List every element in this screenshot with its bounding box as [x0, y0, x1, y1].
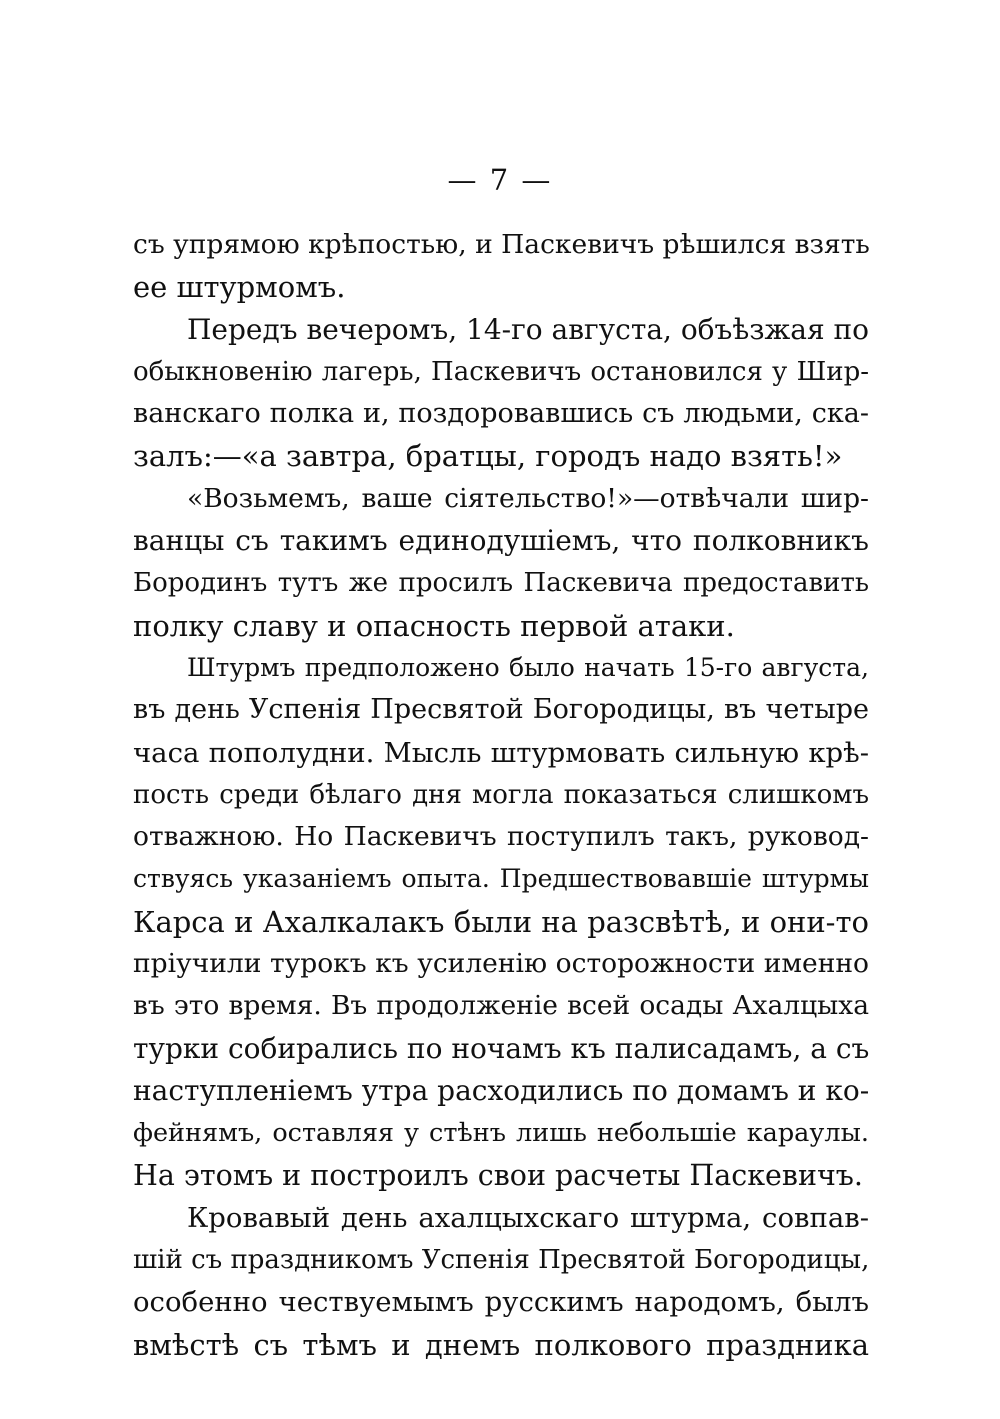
text-line: въ день Успенія Пресвятой Богородицы, въ четыре [133, 694, 869, 726]
text-line: обыкновенію лагерь, Паскевичъ остановился у Шир- [133, 356, 869, 387]
text-line: особенно чествуемымъ русскимъ народомъ, былъ [133, 1286, 869, 1319]
text-line: вмѣстѣ съ тѣмъ и днемъ полкового праздника [133, 1327, 869, 1362]
text-line: часа пополудни. Мысль штурмовать сильную крѣ- [133, 736, 869, 769]
text-line: Кровавый день ахалцыхскаго штурма, совпав- [187, 1201, 869, 1234]
text-line: ствуясь указаніемъ опыта. Предшествовавшіе штурмы [133, 864, 869, 894]
text-line: Карса и Ахалкалакъ были на разсвѣтѣ, и они-то [133, 904, 869, 939]
text-line: фейнямъ, оставляя у стѣнъ лишь небольшіе караулы. [133, 1118, 869, 1149]
text-line: съ упрямою крѣпостью, и Паскевичъ рѣшился взять [133, 229, 870, 260]
text-line: залъ:—«а завтра, братцы, городъ надо взять!» [133, 439, 843, 474]
text-line: Бородинъ тутъ же просилъ Паскевича предоставить [133, 568, 869, 599]
page-body-text [133, 224, 869, 1366]
text-line: пріучили турокъ къ усиленію осторожности именно [133, 948, 869, 980]
text-line: Штурмъ предположено было начать 15-го августа, [187, 652, 869, 682]
text-line: шій съ праздникомъ Успенія Пресвятой Богородицы, [133, 1245, 870, 1276]
text-line: въ это время. Въ продолженіе всей осады Ахалцыха [133, 990, 869, 1022]
text-line: отважною. Но Паскевичъ поступилъ такъ, руковод- [133, 821, 869, 853]
text-line: Передъ вечеромъ, 14-го августа, объѣзжая по [187, 312, 870, 346]
text-line: ее штурмомъ. [133, 270, 346, 305]
text-line: «Возьмемъ, ваше сіятельство!»—отвѣчали шир- [187, 482, 869, 514]
text-line: полку славу и опасность первой атаки. [133, 608, 735, 643]
page-number: — 7 — [447, 163, 553, 197]
text-line: турки собирались по ночамъ къ палисадамъ, а съ [133, 1031, 870, 1065]
text-line: ванскаго полка и, поздоровавшись съ людьми, ска- [133, 398, 869, 430]
text-line: ванцы съ такимъ единодушіемъ, что полковникъ [133, 524, 869, 558]
text-line: пость среди бѣлаго дня могла показаться слишкомъ [133, 779, 869, 810]
text-line: наступленіемъ утра расходились по домамъ и ко- [133, 1073, 870, 1107]
text-line: На этомъ и построилъ свои расчеты Паскевичъ. [133, 1158, 863, 1192]
